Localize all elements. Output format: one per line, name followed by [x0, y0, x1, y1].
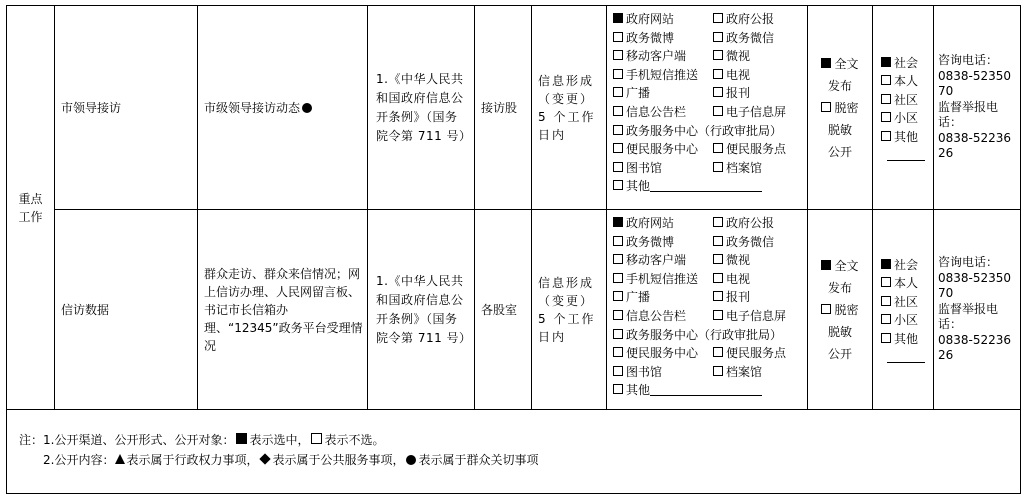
channel-label: 电子信息屏 [726, 308, 787, 323]
channel-option[interactable] [613, 47, 713, 66]
other-underline [650, 178, 762, 192]
item-cell [55, 6, 198, 210]
unchecked-box-icon [881, 296, 891, 306]
channel-option[interactable] [613, 10, 713, 29]
target-label: 小区 [894, 111, 919, 126]
full-text-checkbox[interactable] [821, 58, 831, 68]
target-underline [887, 348, 925, 363]
unchecked-box-icon [881, 112, 891, 122]
table-row [7, 210, 1021, 410]
content-cell [198, 210, 368, 410]
channel-option[interactable] [713, 344, 809, 363]
note-power-text: 表示属于行政权力事项， [126, 453, 259, 467]
unchecked-box-icon [881, 94, 891, 104]
form-cell [808, 6, 873, 210]
unchecked-box-icon [713, 162, 723, 172]
channels-cell [607, 6, 808, 210]
channel-label: 政务微信 [726, 234, 775, 249]
channel-option[interactable] [713, 288, 809, 307]
partial-checkbox[interactable] [821, 304, 831, 314]
channel-label: 政务微博 [626, 30, 675, 45]
channel-label: 电视 [726, 67, 751, 82]
partial-label-1: 脱密 [834, 302, 859, 317]
target-option[interactable] [881, 311, 933, 330]
report-phone: 0838-52236 26 [938, 332, 1012, 363]
target-label: 社区 [894, 294, 919, 309]
targets-cell [873, 210, 934, 410]
full-label-1: 全文 [834, 258, 859, 273]
target-option[interactable] [881, 128, 933, 147]
channel-label: 政务微信 [726, 30, 775, 45]
note-row [7, 410, 1021, 494]
category-text: 重点工作 [18, 191, 43, 224]
channel-label: 手机短信推送 [626, 67, 699, 82]
law-cell [368, 210, 475, 410]
unchecked-box-icon [613, 69, 623, 79]
unchecked-box-icon [713, 13, 723, 23]
unchecked-box-icon [881, 277, 891, 287]
content-text: 市级领导接访动态 [204, 100, 301, 115]
channel-option[interactable] [713, 214, 809, 233]
unchecked-box-icon [713, 106, 723, 116]
target-option[interactable] [881, 274, 933, 293]
target-label: 社区 [894, 92, 919, 107]
channel-option[interactable] [613, 251, 713, 270]
diamond-icon [260, 453, 271, 464]
law-text: 1.《中华人民共和国政府信息公开条例》（国务院令第 711 号） [376, 71, 472, 143]
unchecked-box-icon [713, 236, 723, 246]
channel-option[interactable] [713, 103, 809, 122]
unchecked-box-icon [713, 87, 723, 97]
subject-cell [475, 210, 532, 410]
partial-label-3: 公开 [827, 144, 852, 159]
consult-label: 咨询电话： [938, 255, 999, 270]
checked-box-icon [881, 259, 891, 269]
note-unselected-text: 表示不选。 [324, 433, 385, 447]
unchecked-box-icon [613, 254, 623, 264]
full-label-2: 发布 [827, 280, 852, 295]
channel-option[interactable] [613, 84, 713, 103]
target-label: 社会 [894, 55, 919, 70]
channel-option[interactable] [613, 177, 809, 196]
full-label-1: 全文 [834, 56, 859, 71]
channel-option[interactable] [713, 10, 809, 29]
unchecked-box-icon [613, 162, 623, 172]
unchecked-box-icon [713, 217, 723, 227]
dot-icon [406, 455, 416, 465]
channel-option[interactable] [613, 233, 713, 252]
partial-label-2: 脱敏 [827, 324, 852, 339]
filled-square-icon [236, 433, 247, 444]
triangle-icon [115, 454, 125, 464]
unchecked-box-icon [713, 347, 723, 357]
target-option[interactable] [881, 330, 933, 349]
channel-label: 政务微博 [626, 234, 675, 249]
channel-label: 其他 [626, 383, 651, 398]
report-label: 监督举报电话： [938, 99, 999, 130]
unchecked-box-icon [613, 310, 623, 320]
channel-option[interactable] [713, 307, 809, 326]
note-service-text: 表示属于公共服务事项， [272, 453, 405, 467]
channel-label: 微视 [726, 253, 751, 268]
channel-option[interactable] [613, 122, 809, 141]
target-option[interactable] [881, 109, 933, 128]
channel-label: 信息公告栏 [626, 308, 687, 323]
channel-option[interactable] [613, 103, 713, 122]
unchecked-box-icon [881, 131, 891, 141]
channel-label: 电视 [726, 271, 751, 286]
law-text: 1.《中华人民共和国政府信息公开条例》（国务院令第 711 号） [376, 273, 472, 345]
note-line2-prefix: 2.公开内容： [43, 453, 115, 467]
channel-label: 政务服务中心（行政审批局） [626, 123, 783, 138]
channel-option[interactable] [613, 214, 713, 233]
channel-label: 广播 [626, 86, 651, 101]
subject-text: 各股室 [481, 302, 518, 317]
channel-label: 移动客户端 [626, 49, 687, 64]
unchecked-box-icon [881, 333, 891, 343]
unchecked-box-icon [713, 50, 723, 60]
channel-label: 图书馆 [626, 160, 663, 175]
unchecked-box-icon [613, 366, 623, 376]
partial-label-1: 脱密 [834, 100, 859, 115]
consult-phone: 0838-52350 70 [938, 68, 1012, 99]
channel-label: 政府网站 [626, 216, 675, 230]
channel-label: 电子信息屏 [726, 104, 787, 119]
channel-option[interactable] [713, 233, 809, 252]
empty-square-icon [311, 433, 322, 444]
unchecked-box-icon [713, 273, 723, 283]
channel-label: 政务服务中心（行政审批局） [626, 327, 783, 342]
time-cell [532, 210, 607, 410]
contact-cell [934, 6, 1021, 210]
channel-option[interactable] [713, 363, 809, 382]
unchecked-box-icon [613, 347, 623, 357]
note-line-1 [19, 430, 1020, 450]
channel-option[interactable] [713, 270, 809, 289]
target-label: 本人 [894, 74, 919, 89]
channel-option[interactable] [713, 29, 809, 48]
note-cell [7, 410, 1021, 494]
channel-label: 报刊 [726, 86, 751, 101]
channels-cell [607, 210, 808, 410]
checked-box-icon [613, 217, 623, 227]
channel-label: 便民服务中心 [626, 142, 699, 157]
item-cell [55, 210, 198, 410]
channel-list [613, 210, 807, 400]
time-text: 信息形成（变更）5 个工作日内 [538, 73, 596, 142]
unchecked-box-icon [613, 329, 623, 339]
channel-option[interactable] [713, 66, 809, 85]
channel-option[interactable] [713, 159, 809, 178]
channel-label: 政府公报 [726, 216, 775, 230]
channel-label: 报刊 [726, 290, 751, 305]
note-concern-text: 表示属于群众关切事项 [418, 453, 539, 467]
unchecked-box-icon [713, 366, 723, 376]
unchecked-box-icon [613, 384, 623, 394]
channel-label: 移动客户端 [626, 253, 687, 268]
channel-label: 其他 [626, 179, 651, 194]
channel-option[interactable] [613, 363, 713, 382]
unchecked-box-icon [613, 50, 623, 60]
channel-option[interactable] [613, 326, 809, 345]
unchecked-box-icon [713, 310, 723, 320]
item-name: 信访数据 [61, 302, 110, 317]
channel-list [613, 6, 807, 196]
target-list [881, 256, 933, 349]
unchecked-box-icon [881, 314, 891, 324]
channel-option[interactable] [613, 288, 713, 307]
unchecked-box-icon [613, 106, 623, 116]
disclosure-table [6, 5, 1021, 494]
item-name: 市领导接访 [61, 100, 122, 115]
concern-dot-icon [302, 103, 312, 113]
unchecked-box-icon [713, 143, 723, 153]
target-label: 小区 [894, 313, 919, 328]
unchecked-box-icon [613, 87, 623, 97]
unchecked-box-icon [713, 69, 723, 79]
channel-option[interactable] [613, 66, 713, 85]
channel-option[interactable] [713, 47, 809, 66]
table-row [7, 6, 1021, 210]
channel-option[interactable] [613, 344, 713, 363]
note-selected-text: 表示选中， [249, 433, 310, 447]
unchecked-box-icon [613, 32, 623, 42]
content-text: 群众走访、群众来信情况；网上信访办理、人民网留言板、书记市长信箱办理、“12345”政务平台受理情况 [204, 266, 363, 353]
target-option[interactable] [881, 91, 933, 110]
channel-label: 微视 [726, 49, 751, 64]
checked-box-icon [881, 57, 891, 67]
target-list [881, 54, 933, 147]
subject-cell [475, 6, 532, 210]
partial-label-3: 公开 [827, 346, 852, 361]
channel-label: 档案馆 [726, 160, 763, 175]
law-cell [368, 6, 475, 210]
unchecked-box-icon [881, 75, 891, 85]
channel-option[interactable] [613, 381, 809, 400]
channel-option[interactable] [713, 251, 809, 270]
target-label: 其他 [894, 129, 919, 144]
partial-checkbox[interactable] [821, 102, 831, 112]
channel-label: 便民服务点 [726, 142, 787, 157]
unchecked-box-icon [713, 32, 723, 42]
channel-option[interactable] [713, 84, 809, 103]
partial-label-2: 脱敏 [827, 122, 852, 137]
unchecked-box-icon [713, 291, 723, 301]
subject-text: 接访股 [481, 100, 518, 115]
channel-label: 政府网站 [626, 12, 675, 26]
contact-cell [934, 210, 1021, 410]
channel-option[interactable] [613, 140, 713, 159]
time-text: 信息形成（变更）5 个工作日内 [538, 275, 596, 344]
content-cell [198, 6, 368, 210]
full-text-checkbox[interactable] [821, 260, 831, 270]
unchecked-box-icon [713, 254, 723, 264]
channel-option[interactable] [613, 307, 713, 326]
channel-label: 政府公报 [726, 12, 775, 26]
report-phone: 0838-52236 26 [938, 130, 1012, 161]
target-option[interactable] [881, 293, 933, 312]
channel-option[interactable] [613, 29, 713, 48]
other-underline [650, 382, 762, 396]
target-option[interactable] [881, 54, 933, 73]
checked-box-icon [613, 13, 623, 23]
target-label: 其他 [894, 331, 919, 346]
target-option[interactable] [881, 256, 933, 275]
channel-option[interactable] [613, 159, 713, 178]
consult-label: 咨询电话： [938, 53, 999, 68]
unchecked-box-icon [613, 236, 623, 246]
channel-label: 便民服务点 [726, 346, 787, 361]
target-label: 本人 [894, 276, 919, 291]
channel-label: 广播 [626, 290, 651, 305]
channel-option[interactable] [613, 270, 713, 289]
category-cell [7, 6, 55, 410]
target-option[interactable] [881, 72, 933, 91]
unchecked-box-icon [613, 143, 623, 153]
channel-label: 手机短信推送 [626, 271, 699, 286]
channel-label: 便民服务中心 [626, 346, 699, 361]
form-cell [808, 210, 873, 410]
unchecked-box-icon [613, 291, 623, 301]
channel-label: 图书馆 [626, 364, 663, 379]
channel-option[interactable] [713, 140, 809, 159]
channel-label: 信息公告栏 [626, 104, 687, 119]
consult-phone: 0838-52350 70 [938, 270, 1012, 301]
target-underline [887, 146, 925, 161]
report-label: 监督举报电话： [938, 301, 999, 332]
full-label-2: 发布 [827, 78, 852, 93]
unchecked-box-icon [613, 180, 623, 190]
note-line-2 [19, 450, 1020, 470]
targets-cell [873, 6, 934, 210]
target-label: 社会 [894, 257, 919, 272]
channel-label: 档案馆 [726, 364, 763, 379]
time-cell [532, 6, 607, 210]
unchecked-box-icon [613, 125, 623, 135]
unchecked-box-icon [613, 273, 623, 283]
note-prefix: 注：1.公开渠道、公开形式、公开对象： [19, 433, 235, 447]
